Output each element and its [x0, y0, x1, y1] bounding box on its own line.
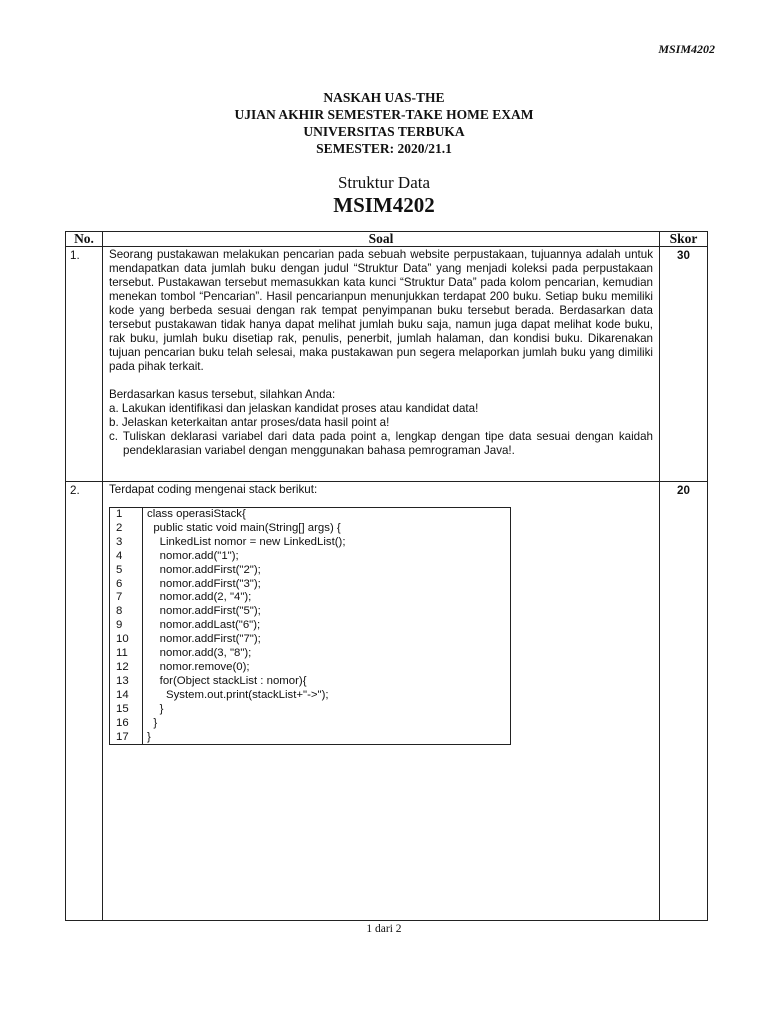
exam-title-line: UJIAN AKHIR SEMESTER-TAKE HOME EXAM — [234, 107, 534, 122]
line-number: 3 — [110, 536, 143, 550]
code-line — [110, 591, 510, 605]
case-paragraph: Seorang pustakawan melakukan pencarian pada sebuah website perpustakaan, tujuannya adalah untuk mendapatkan data jumlah buku dengan judul “Struktur Data” yang menjadi koleksi pada perpustakaan tersebut. Pustakawan tersebut memasukkan kata kunci “Struktur Data” pada kolom pencarian, kemudian menekan tombol “Pencarian”. Hasil pencarianpun menunjukkan terdapat 200 buku. Setiap buku memiliki kode yang berbeda sesuai dengan rak tempat penyimpanan buku tersebut berada. Berdasarkan data tersebut pustakawan tidak hanya dapat melihat jumlah buku saja, namun juga dapat melihat kode buku, rak buku, jumlah buku disetiap rak, penulis, penerbit, jumlah halaman, dan kondisi buku. Dikarenakan tujuan pencarian buku telah selesai, maka pustakawan pun segera melaporkan jumlah buku yang dimiliki pada pihak terkait. — [109, 248, 653, 373]
code-text: } — [147, 730, 151, 743]
code-text: } — [147, 702, 164, 715]
question-text — [103, 482, 660, 921]
code-line — [110, 619, 510, 633]
code-line — [110, 578, 510, 592]
instruction-text: Berdasarkan kasus tersebut, silahkan Anda: — [109, 388, 336, 401]
exam-title-line: NASKAH UAS-THE — [323, 90, 445, 105]
course-name: Struktur Data — [337, 173, 431, 192]
line-number: 12 — [110, 661, 143, 675]
line-number: 1 — [110, 508, 143, 522]
task-item: b. Jelaskan keterkaitan antar proses/data hasil point a! — [109, 416, 390, 429]
code-line — [110, 689, 510, 703]
line-number: 2 — [110, 522, 143, 536]
line-number: 5 — [110, 564, 143, 578]
table-header-row — [66, 232, 708, 247]
code-text: LinkedList nomor = new LinkedList(); — [147, 535, 346, 548]
exam-title-block — [0, 89, 768, 157]
code-text: nomor.add("1"); — [147, 549, 239, 562]
code-line — [110, 536, 510, 550]
column-header-soal: Soal — [103, 232, 660, 247]
line-number: 9 — [110, 619, 143, 633]
line-number: 4 — [110, 550, 143, 564]
code-text: class operasiStack{ — [147, 508, 246, 520]
code-line — [110, 675, 510, 689]
column-header-skor: Skor — [660, 232, 708, 247]
code-line — [110, 522, 510, 536]
course-code: MSIM4202 — [333, 193, 435, 217]
line-number: 17 — [110, 731, 143, 745]
line-number: 6 — [110, 578, 143, 592]
code-listing — [109, 507, 511, 745]
question-text — [103, 247, 660, 482]
column-header-no: No. — [66, 232, 103, 247]
line-number: 10 — [110, 633, 143, 647]
code-text: } — [147, 716, 158, 729]
code-line — [110, 550, 510, 564]
code-text: nomor.remove(0); — [147, 660, 250, 673]
code-line — [110, 508, 510, 522]
code-text: public static void main(String[] args) { — [147, 521, 341, 534]
code-line — [110, 703, 510, 717]
line-number: 8 — [110, 605, 143, 619]
task-item: a. Lakukan identifikasi dan jelaskan kandidat proses atau kandidat data! — [109, 402, 479, 415]
code-line — [110, 647, 510, 661]
line-number: 16 — [110, 717, 143, 731]
code-line — [110, 564, 510, 578]
code-line — [110, 661, 510, 675]
code-line — [110, 605, 510, 619]
question-table — [65, 231, 708, 921]
line-number: 15 — [110, 703, 143, 717]
code-intro-text: Terdapat coding mengenai stack berikut: — [109, 483, 318, 496]
code-text: nomor.add(3, "8"); — [147, 647, 252, 660]
code-text: nomor.addFirst("7"); — [147, 633, 261, 646]
line-number: 11 — [110, 647, 143, 661]
question-score: 30 — [660, 247, 708, 482]
code-line — [110, 731, 510, 745]
line-number: 7 — [110, 591, 143, 605]
code-text: nomor.add(2, "4"); — [147, 591, 252, 604]
code-text: for(Object stackList : nomor){ — [147, 674, 307, 687]
question-number: 2. — [66, 482, 103, 921]
line-number: 14 — [110, 689, 143, 703]
code-text: nomor.addLast("6"); — [147, 619, 261, 632]
code-line — [110, 633, 510, 647]
code-line — [110, 717, 510, 731]
question-score: 20 — [660, 482, 708, 921]
question-row-2 — [66, 482, 708, 921]
code-text: System.out.print(stackList+"->"); — [147, 688, 329, 701]
header-course-code: MSIM4202 — [658, 42, 715, 56]
exam-title-line: UNIVERSITAS TERBUKA — [303, 124, 465, 139]
question-number: 1. — [66, 247, 103, 482]
code-text: nomor.addFirst("5"); — [147, 605, 261, 618]
line-number: 13 — [110, 675, 143, 689]
page-number: 1 dari 2 — [366, 923, 402, 935]
code-text: nomor.addFirst("2"); — [147, 563, 261, 576]
course-block — [0, 172, 768, 218]
exam-title-line: SEMESTER: 2020/21.1 — [316, 141, 452, 156]
code-text: nomor.addFirst("3"); — [147, 577, 261, 590]
question-row-1 — [66, 247, 708, 482]
task-item: c. Tuliskan deklarasi variabel dari data pada point a, lengkap dengan tipe data sesuai dengan kaidah pendeklarasian variabel dengan menggunakan bahasa pemrograman Java!. — [109, 430, 653, 457]
